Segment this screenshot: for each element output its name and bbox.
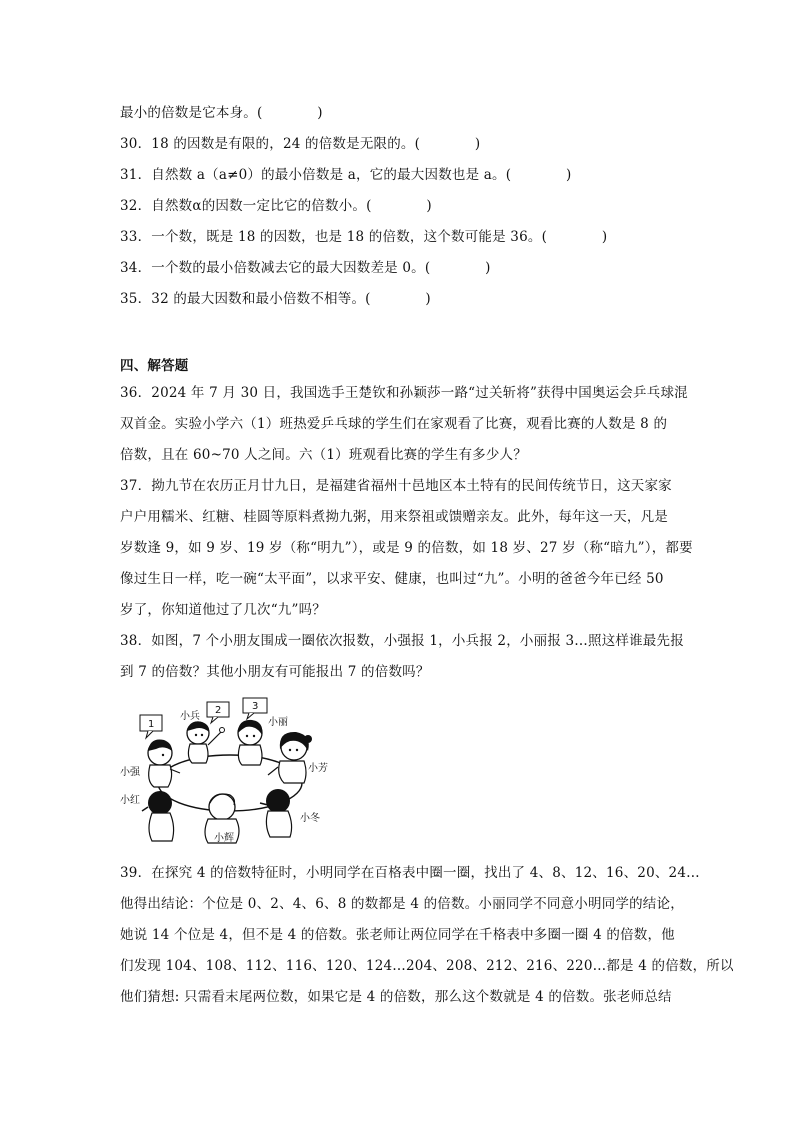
question-37-line-4: 像过生日一样，吃一碗“太平面”，以求平安、健康，也叫过“九”。小明的爸爸今年已经 50 [120, 571, 664, 587]
label-xiaoli: 小丽 [268, 717, 288, 728]
label-xiaofang: 小芳 [308, 763, 328, 774]
question-36-line-3: 倍数，且在 60~70 人之间。六（1）班观看比赛的学生有多少人？ [120, 447, 527, 463]
question-31: 31．自然数 a（a≠0）的最小倍数是 a，它的最大因数也是 a。( ) [120, 167, 572, 183]
question-38-line-1: 38．如图，7 个小朋友围成一圈依次报数，小强报 1，小兵报 2，小丽报 3…照这样谁最先报 [120, 633, 684, 649]
question-37-line-3: 岁数逢 9，如 9 岁、19 岁（称“明九”），或是 9 的倍数，如 18 岁、27 岁（称“暗九”），都要 [120, 540, 693, 556]
question-39-line-3: 她说 14 个位是 4，但不是 4 的倍数。张老师让两位同学在千格表中多圈一圈 4 的倍数，他 [120, 927, 675, 943]
question-38-line-2: 到 7 的倍数？其他小朋友有可能报出 7 的倍数吗？ [120, 664, 430, 680]
label-xiaohui: 小辉 [214, 833, 234, 844]
question-39-line-2: 他得出结论：个位是 0、2、4、6、8 的数都是 4 的倍数。小丽同学不同意小明同学的结论， [120, 896, 684, 912]
question-32: 32．自然数α的因数一定比它的倍数小。( ) [120, 198, 432, 214]
label-xiaodong: 小冬 [300, 813, 320, 824]
question-36-line-2: 双首金。实验小学六（1）班热爱乒乓球的学生们在家观看了比赛，观看比赛的人数是 8 的 [120, 416, 668, 432]
question-37-line-2: 户户用糯米、红糖、桂圆等原料煮拗九粥，用来祭祖或馈赠亲友。此外，每年这一天，凡是 [120, 509, 668, 525]
child-xiaoqiang [148, 739, 180, 787]
question-39-line-1: 39．在探究 4 的倍数特征时，小明同学在百格表中圈一圈，找出了 4、8、12、16、20、24… [120, 865, 700, 881]
question-37-line-1: 37．拗九节在农历正月廿九日，是福建省福州十邑地区本土特有的民间传统节日，这天家家 [120, 478, 672, 494]
question-34: 34．一个数的最小倍数减去它的最大因数差是 0。( ) [120, 260, 491, 276]
section-heading: 四、解答题 [120, 358, 189, 374]
question-33: 33．一个数，既是 18 的因数，也是 18 的倍数，这个数可能是 36。( ) [120, 229, 608, 245]
children-circle-figure [118, 695, 333, 845]
label-xiaobing: 小兵 [180, 711, 200, 722]
question-30: 30．18 的因数是有限的，24 的倍数是无限的。( ) [120, 136, 481, 152]
label-xiaohong: 小红 [120, 795, 140, 806]
bubble-1 [140, 715, 162, 738]
bubble-2 [207, 702, 229, 723]
bubble-3-number: 3 [252, 701, 259, 712]
child-xiaofang [268, 732, 312, 783]
question-39-line-4: 们发现 104、108、112、116、120、124…204、208、212、216、220…都是 4 的倍数，所以 [120, 958, 734, 974]
children-circle-illustration [118, 695, 333, 845]
child-xiaoli [238, 720, 262, 765]
child-xiaohong [142, 791, 174, 841]
child-xiaobing [187, 721, 225, 763]
question-35: 35．32 的最大因数和最小倍数不相等。( ) [120, 291, 431, 307]
bubble-1-number: 1 [148, 719, 155, 730]
question-39-line-5: 他们猜想: 只需看末尾两位数，如果它是 4 的倍数，那么这个数就是 4 的倍数。张老师总结 [120, 989, 672, 1005]
bubble-2-number: 2 [215, 705, 222, 716]
child-xiaodong [260, 789, 292, 837]
question-37-line-5: 岁了，你知道他过了几次“九”吗？ [120, 602, 327, 618]
question-36-line-1: 36．2024 年 7 月 30 日，我国选手王楚钦和孙颖莎一路“过关斩将”获得中国奥运会乒乓球混 [120, 385, 688, 401]
bubble-3 [243, 698, 267, 719]
label-xiaoqiang: 小强 [120, 767, 140, 778]
question-29-tail: 最小的倍数是它本身。( ) [120, 105, 323, 121]
